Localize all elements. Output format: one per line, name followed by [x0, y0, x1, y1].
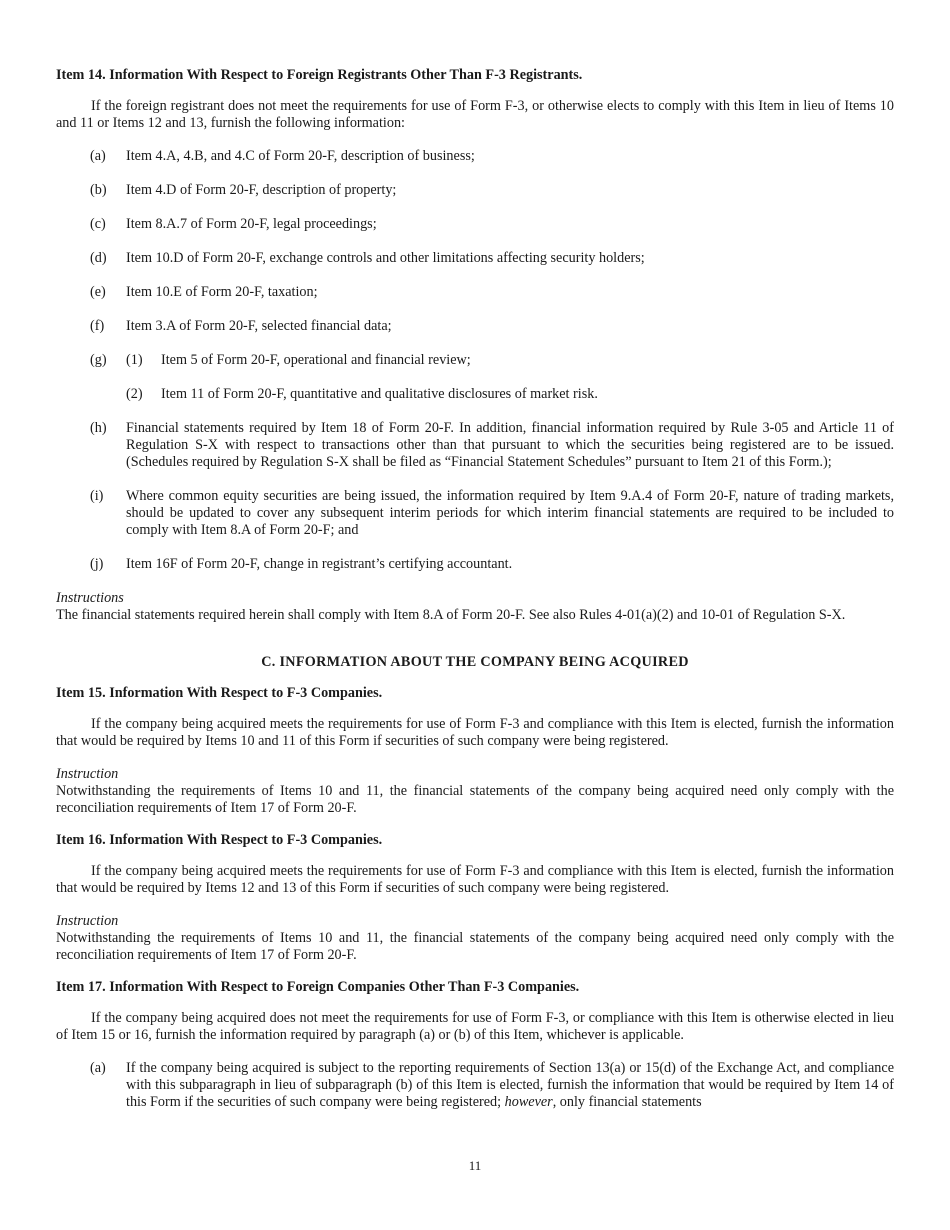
item-15-heading: Item 15. Information With Respect to F-3 Companies. [56, 685, 383, 701]
list-text: , only financial statements [552, 1094, 702, 1110]
item-16-heading: Item 16. Information With Respect to F-3 Companies. [56, 832, 383, 848]
page-number: 11 [468, 1158, 482, 1173]
list-item [56, 318, 894, 335]
list-label: (g) [90, 352, 107, 368]
item-16-text: If the company being acquired meets the requirements for use of Form F-3 and compliance with this Item is elected, furnish the information that would be required by Items 12 and 13 of this Form if securities of such company were being registered. [56, 863, 894, 896]
list-label: (a) [90, 1060, 106, 1076]
list-text: Item 16F of Form 20-F, change in registrant’s certifying accountant. [126, 556, 513, 572]
list-label: (h) [90, 420, 107, 436]
list-text: Item 4.D of Form 20-F, description of property; [126, 182, 397, 198]
list-label: (c) [90, 216, 106, 232]
list-label: (b) [90, 182, 107, 198]
list-text: Item 5 of Form 20-F, operational and financial review; [161, 352, 471, 368]
list-item [56, 284, 894, 301]
list-item [56, 420, 894, 471]
list-text: Item 11 of Form 20-F, quantitative and qualitative disclosures of market risk. [161, 386, 598, 402]
list-text: If the company being acquired is subject to the reporting requirements of Section 13(a) or 15(d) of the Exchange Act, and compliance with this subparagraph in lieu of subparagraph (b) of this Item is elected, furnish the information that would be required by Item 14 of this Form if the securities of such company were being registered; [126, 1060, 894, 1110]
list-label: (j) [90, 556, 104, 572]
emphasis-text: however [504, 1094, 553, 1110]
list-item-g-2 [56, 386, 894, 403]
list-label: (a) [90, 148, 106, 164]
item-15-text: If the company being acquired meets the requirements for use of Form F-3 and compliance with this Item is elected, furnish the information that would be required by Items 10 and 11 of this Form if securities of such company were being registered. [56, 716, 894, 749]
item-17-heading: Item 17. Information With Respect to Foreign Companies Other Than F-3 Companies. [56, 979, 580, 995]
list-label: (e) [90, 284, 106, 300]
item-16-instruction-title: Instruction [56, 913, 119, 929]
list-text: Item 10.D of Form 20-F, exchange controls and other limitations affecting security holders; [126, 250, 645, 266]
instructions-title: Instructions [56, 590, 124, 606]
sublist-label: (2) [126, 386, 143, 402]
item-15-instruction-title: Instruction [56, 766, 119, 782]
list-item-g-1 [56, 352, 894, 369]
item-14-intro: If the foreign registrant does not meet the requirements for use of Form F-3, or otherwise elects to comply with this Item in lieu of Items 10 and 11 or Items 12 and 13, furnish the following information: [56, 98, 894, 131]
instructions-text: The financial statements required herein shall comply with Item 8.A of Form 20-F. See also Rules 4-01(a)(2) and 10-01 of Regulation S-X. [56, 607, 846, 623]
item-17-text: If the company being acquired does not meet the requirements for use of Form F-3, or compliance with this Item is otherwise elected in lieu of Item 15 or 16, furnish the information required by paragraph (a) or (b) of this Item, whichever is applicable. [56, 1010, 894, 1043]
list-item [56, 488, 894, 539]
list-label: (f) [90, 318, 105, 334]
section-c-title: C. INFORMATION ABOUT THE COMPANY BEING ACQUIRED [261, 654, 689, 670]
list-text: Item 10.E of Form 20-F, taxation; [126, 284, 318, 300]
list-text: Item 3.A of Form 20-F, selected financial data; [126, 318, 392, 334]
list-item [56, 182, 894, 199]
item-14-heading: Item 14. Information With Respect to Foreign Registrants Other Than F-3 Registrants. [56, 67, 583, 83]
list-text: Where common equity securities are being issued, the information required by Item 9.A.4 of Form 20-F, nature of trading markets, should be updated to cover any subsequent interim periods for which interim financial statements are required to be included to comply with Item 8.A of Form 20-F; and [126, 488, 894, 538]
list-label: (d) [90, 250, 107, 266]
list-item [56, 148, 894, 165]
item-16-instruction-text: Notwithstanding the requirements of Items 10 and 11, the financial statements of the company being acquired need only comply with the reconciliation requirements of Item 17 of Form 20-F. [56, 930, 894, 963]
list-item [56, 556, 894, 573]
list-text: Item 8.A.7 of Form 20-F, legal proceedings; [126, 216, 377, 232]
list-item [56, 216, 894, 233]
list-item [56, 1060, 894, 1111]
item-15-instruction-text: Notwithstanding the requirements of Items 10 and 11, the financial statements of the company being acquired need only comply with the reconciliation requirements of Item 17 of Form 20-F. [56, 783, 894, 816]
list-text: Financial statements required by Item 18 of Form 20-F. In addition, financial information required by Rule 3-05 and Article 11 of Regulation S-X with respect to transactions other than that pursuant to which the securities being registered are to be issued. (Schedules required by Regulation S-X shall be filed as “Financial Statement Schedules” pursuant to Item 21 of this Form.); [126, 420, 894, 470]
list-text: Item 4.A, 4.B, and 4.C of Form 20-F, description of business; [126, 148, 475, 164]
list-label: (i) [90, 488, 104, 504]
sublist-label: (1) [126, 352, 143, 368]
document-page [56, 67, 894, 1128]
list-item [56, 250, 894, 267]
